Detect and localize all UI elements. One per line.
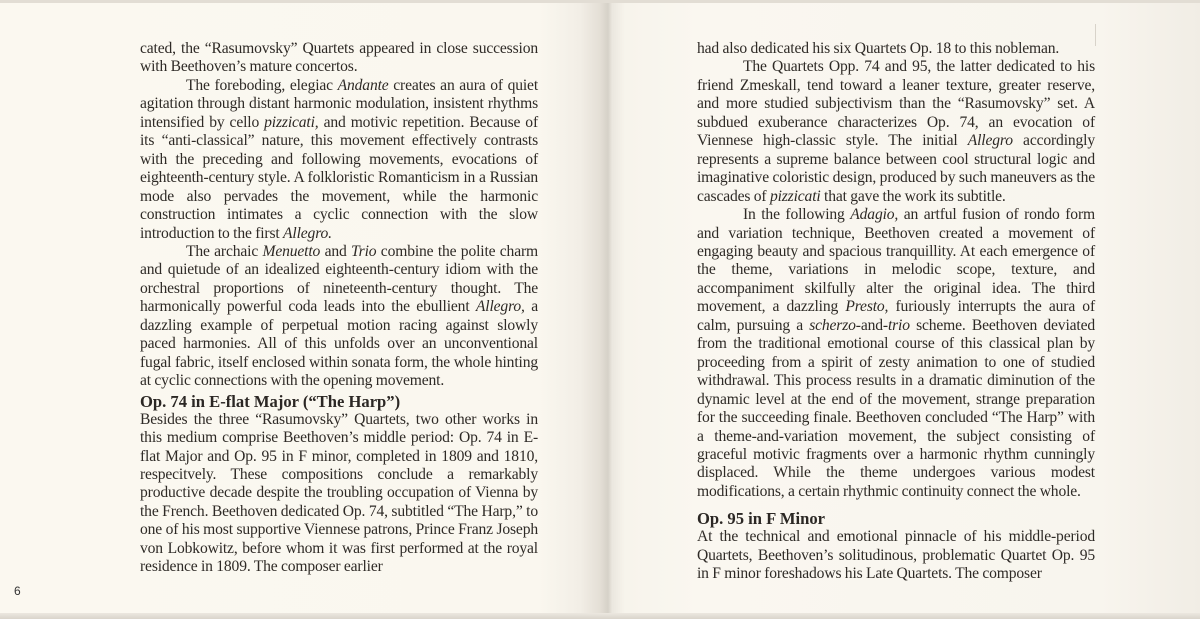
text: The Quartets Opp. 74 and 95, the latter dedicated to his friend Zmeskall, tend toward a leaner texture, greater reserve, and more studied subjectivism than the “Rasumovsky” set. A subdued exuberance characterizes Op. 74, an evocation of Viennese high-classic style. The initial <box>697 58 1095 150</box>
page-number: 6 <box>14 584 21 598</box>
italic-term: Adagio, <box>850 206 899 224</box>
text: that gave the work its subtitle. <box>820 187 1006 205</box>
paragraph: had also dedicated his six Quartets Op. 18 to this nobleman. <box>697 40 1060 57</box>
italic-term: Andante <box>337 76 389 94</box>
italic-term: pizzicati <box>769 187 821 205</box>
paragraph-op74-intro: Besides the three “Rasumovsky” Quartets, two other works in this medium comprise Beethoven’s middle period: Op. 74 in E-flat Major and Op. 95 in F minor, completed in 1809 and 1810, respecitvely. These compositions conclude a remarkably productive decade despite the troubling occupation of Vienna by the French. Beethoven dedicated Op. 74, subtitled “The Harp,” to one of his most supportive Viennese patrons, Prince Franz Joseph von Lobkowitz, before whom it was first performed at the royal residence in 1809. The composer earlier <box>140 410 538 576</box>
text: scheme. Beethoven deviated from the traditional emotional course of this classical plan by proceeding from a spirit of zesty animation to one of studied withdrawal. This process results in a dramatic diminution of the dynamic level at the end of the movement, strange preparation for the succeeding finale. Beethoven concluded “The Harp” with a theme-and-variation movement, the subject consisting of graceful motivic fragments over a harmonic rhythm cunningly displaced. While the theme undergoes various modest modifications, a certain rhythmic continuity connect the whole. <box>697 316 1096 500</box>
italic-term: Menuetto <box>262 242 321 260</box>
paragraph-adagio <box>697 206 1095 501</box>
text: a dazzling example of perpetual motion racing against slowly paced harmonies. All of this unfolds over an unconventional fugal fabric, itself enclosed within sonata form, the whole hinting at cyclic connections with the opening movement. <box>140 298 538 390</box>
text: In the following <box>743 206 851 224</box>
section-heading-op95: Op. 95 in F Minor <box>697 509 825 529</box>
text: furiously interrupts the aura of calm, pursuing a <box>697 298 1095 334</box>
paragraph-op95-intro: At the technical and emotional pinnacle of his middle-period Quartets, Beethoven’s solitudinous, problematic Quartet Op. 95 in F minor foreshadows his Late Quartets. The composer <box>697 528 1095 583</box>
paper-mark <box>1095 24 1096 46</box>
left-page <box>140 40 538 577</box>
paragraph: cated, the “Rasumovsky” Quartets appeared in close succession with Beethoven’s mature concertos. <box>140 40 538 76</box>
text: accordingly represents a supreme balance between cool structural logic and imaginative coloristic design, produced by such maneuvers as the cascades of <box>697 132 1096 205</box>
paragraph-menuetto <box>140 243 538 391</box>
text: an artful fusion of rondo form and variation technique, Beethoven created a movement of engaging beauty and spacious tranquillity. At each emergence of the theme, variations in melodic scope, texture, and accompaniment skilfully alter the original idea. The third movement, a dazzling <box>697 206 1095 316</box>
text: and motivic repetition. Because of its “anti-classical” nature, this movement effectively contrasts with the preceding and following movements, evocations of eighteenth-century style. A folkloristic Romanticism in a Russian mode also pervades the movement, while the harmonic construction intimates a cyclic connection with the slow introduction to the first <box>140 113 539 242</box>
top-edge <box>0 0 1200 3</box>
italic-term: pizzicati, <box>264 113 319 131</box>
spacer <box>697 501 1095 508</box>
paragraph-opp74-95 <box>697 58 1095 206</box>
text: creates an aura of quiet agitation through distant harmonic modulation, insistent rhythms intensified by cello <box>140 76 539 131</box>
italic-term: scherzo <box>809 316 856 334</box>
right-page <box>697 40 1095 584</box>
text: combine the polite charm and quietude of an idealized eighteenth-century idiom with the orchestral proportions of nineteenth-century thought. The harmonically powerful coda leads into the ebullient <box>140 242 538 316</box>
text: and <box>320 242 352 260</box>
italic-term: Allegro, <box>475 298 525 316</box>
paragraph-andante <box>140 77 538 243</box>
text: The foreboding, elegiac <box>186 76 338 94</box>
italic-term: Allegro. <box>283 224 332 242</box>
italic-term: Presto, <box>845 298 889 316</box>
italic-term: trio <box>887 316 910 334</box>
italic-term: Trio <box>351 242 377 260</box>
text: The archaic <box>186 242 263 260</box>
italic-term: Allegro <box>967 132 1013 150</box>
section-heading-op74: Op. 74 in E-flat Major (“The Harp”) <box>140 391 401 411</box>
text: -and- <box>855 316 888 334</box>
bottom-edge <box>0 613 1200 619</box>
